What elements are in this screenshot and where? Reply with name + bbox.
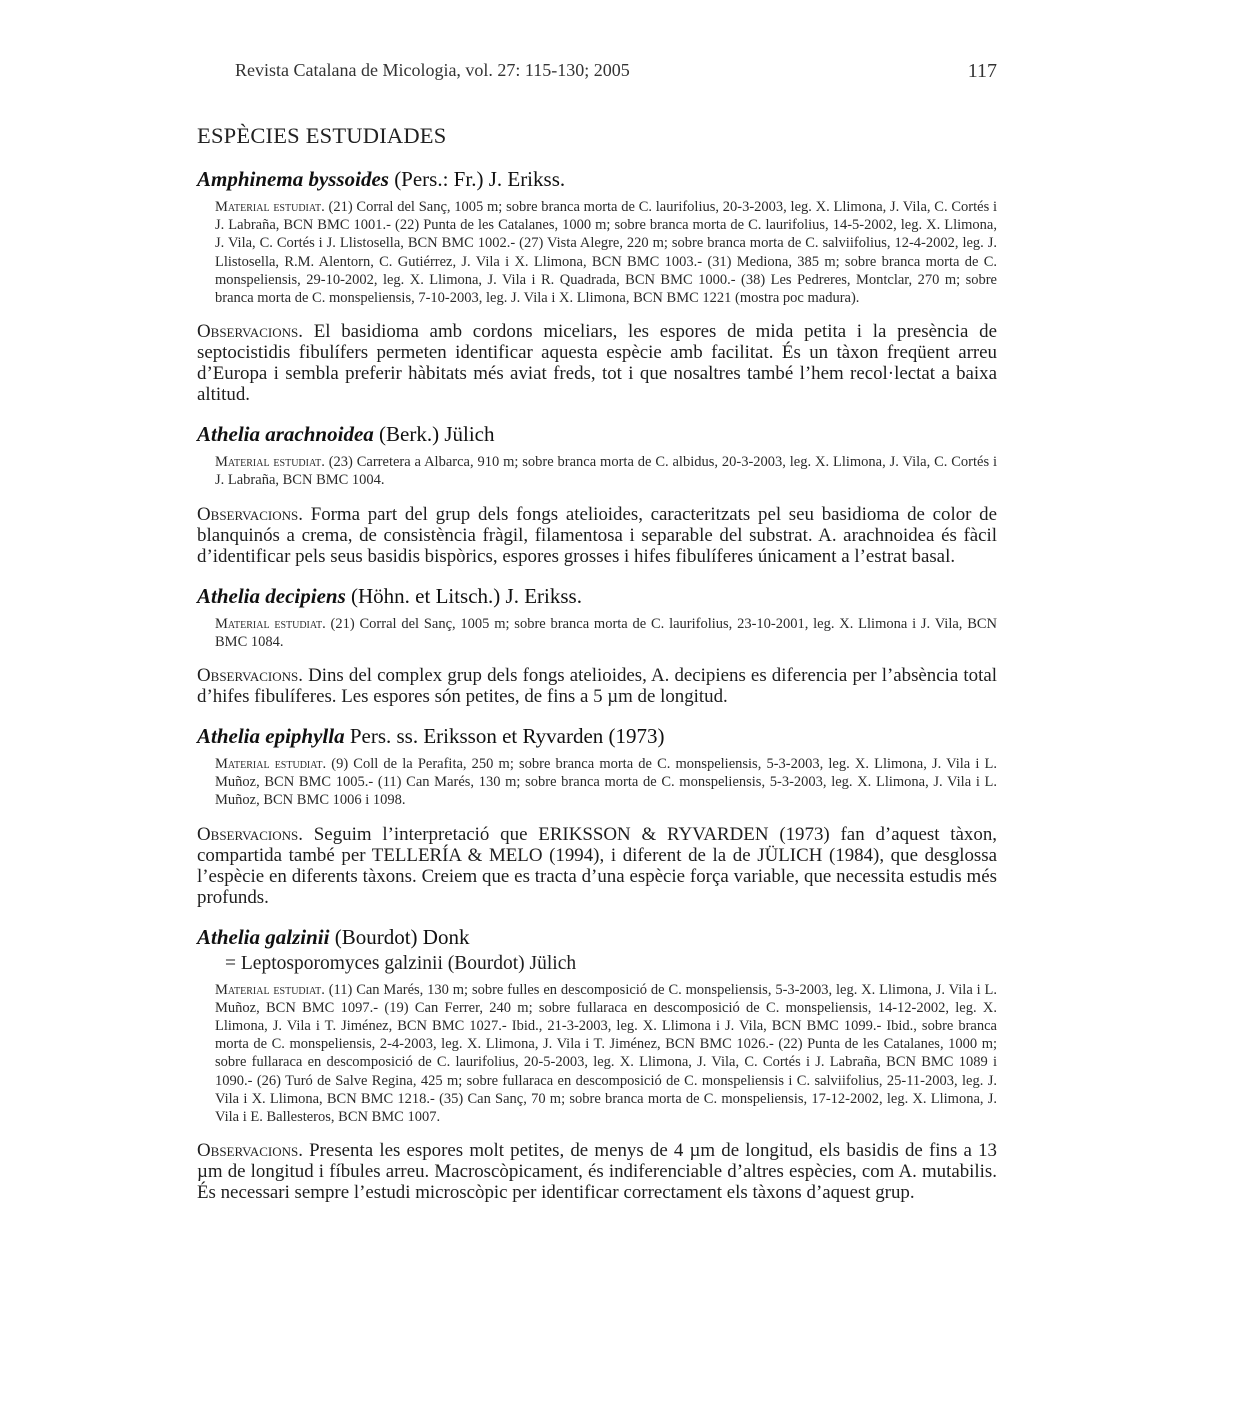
taxon-heading: [197, 723, 997, 749]
taxon-name: Athelia arachnoidea: [197, 422, 374, 447]
observations-text: Presenta les espores molt petites, de menys de 4 µm de longitud, els basidis de fins a 13 µm de longitud i fíbules arreu. Macroscòpicament, és indiferenciable d’altres espècies, com A. mutabilis. És necessari sempre l’estudi microscòpic per identificar correctament els tàxons d’aquest grup.: [197, 1140, 997, 1204]
taxon-author: (Höhn. et Litsch.) J. Erikss.: [345, 583, 582, 608]
taxon-author: (Berk.) Jülich: [373, 422, 495, 447]
observations: [197, 321, 997, 405]
taxon-author: (Pers.: Fr.) J. Erikss.: [388, 167, 566, 191]
species-entry: [197, 166, 997, 405]
taxon-name: Athelia galzinii: [197, 924, 330, 949]
material-label: Material estudiat.: [215, 981, 325, 998]
observations-text: Dins del complex grup dels fongs atelioides, A. decipiens es diferencia per l’absència total d’hifes fibulíferes. Les espores són petites, de fins a 5 µm de longitud.: [197, 665, 997, 708]
material-label: Material estudiat.: [215, 454, 325, 471]
species-entry: [197, 421, 997, 566]
material-text: (11) Can Marés, 130 m; sobre fulles en descomposició de C. monspeliensis, 5-3-2003, leg. X. Llimona, J. Vila i L. Muñoz, BCN BMC 1097.- (19) Can Ferrer, 240 m; sobre fullaraca en descomposició de C. monspeliensis, 14-12-2002, leg. X. Llimona, J. Vila i T. Jiménez, BCN BMC 1027.- Ibid., 21-3-2003, leg. X. Llimona i J. Vila, BCN BMC 1099.- Ibid., sobre branca morta de C. monspeliensis, 2-4-2003, leg. X. Llimona, J. Vila i T. Jiménez, BCN BMC 1026.- (22) Punta de les Catalanes, 1000 m; sobre fullaraca en descomposició de C. laurifolius, 20-5-2003, leg. X. Llimona, J. Vila, C. Cortés i J. Labraña, BCN BMC 1089 i 1090.- (26) Turó de Salve Regina, 425 m; sobre fullaraca en descomposició de C. monspeliensis i C. salviifolius, 25-11-2003, leg. J. Vila i X. Llimona, BCN BMC 1218.- (35) Can Sanç, 70 m; sobre branca morta de C. monspeliensis, 17-12-2002, leg. X. Llimona, J. Vila i E. Ballesteros, BCN BMC 1007.: [215, 981, 998, 1126]
material-studied: [215, 198, 997, 307]
section-title: ESPÈCIES ESTUDIADES: [197, 123, 447, 148]
taxon-name: Athelia decipiens: [197, 583, 346, 608]
observations-label: Observacions.: [197, 823, 303, 845]
material-studied: [215, 453, 997, 489]
material-text: (23) Carretera a Albarca, 910 m; sobre branca morta de C. albidus, 20-3-2003, leg. X. Llimona, J. Vila, C. Cortés i J. Labraña, BCN BMC 1004.: [215, 454, 998, 489]
material-label: Material estudiat.: [215, 199, 325, 215]
material-studied: [215, 981, 997, 1127]
material-label: Material estudiat.: [215, 756, 327, 773]
material-studied: [215, 755, 997, 810]
taxon-author: (Bourdot) Donk: [329, 924, 470, 949]
taxon-heading: [197, 421, 997, 447]
material-text: (9) Coll de la Perafita, 250 m; sobre branca morta de C. monspeliensis, 5-3-2003, leg. X. Llimona, J. Vila i L. Muñoz, BCN BMC 1005.- (11) Can Marés, 130 m; sobre branca morta de C. monspeliensis, 5-3-2003, leg. X. Llimona, J. Vila i L. Muñoz, BCN BMC 1006 i 1098.: [215, 756, 997, 809]
observations: [197, 504, 997, 567]
observations-label: Observacions.: [197, 665, 303, 687]
species-entry: [197, 723, 997, 908]
journal-citation: Revista Catalana de Micologia, vol. 27: 115-130; 2005: [235, 60, 630, 80]
observations: [197, 824, 997, 908]
observations-text: Forma part del grup dels fongs atelioides, caracteritzats pel seu basidioma de color de blanquinós a crema, de consistència fràgil, filamentosa i separable del substrat. A. arachnoidea és fàcil d’identificar pels seus basidis bispòrics, espores grosses i hifes fibulíferes únicament a l’estrat basal.: [197, 503, 997, 567]
page-header: [235, 60, 997, 86]
observations-text: Seguim l’interpretació que ERIKSSON & RYVARDEN (1973) fan d’aquest tàxon, compartida també per TELLERÍA & MELO (1994), i diferent de la de JÜLICH (1984), que desglossa l’espècie en diferents tàxons. Creiem que es tracta d’una espècie força variable, que necessita estudis més profunds.: [197, 823, 997, 908]
article-body: [197, 122, 997, 1219]
material-label: Material estudiat.: [215, 615, 326, 632]
page-number: 117: [967, 60, 997, 82]
taxon-heading: [197, 924, 997, 950]
material-text: (21) Corral del Sanç, 1005 m; sobre branca morta de C. laurifolius, 20-3-2003, leg. X. Llimona, J. Vila, C. Cortés i J. Labraña, BCN BMC 1001.- (22) Punta de les Catalanes, 1000 m; sobre branca morta de C. laurifolius, 14-5-2002, leg. X. Llimona, J. Vila, C. Cortés i J. Llistosella, BCN BMC 1002.- (27) Vista Alegre, 220 m; sobre branca morta de C. salviifolius, 12-4-2002, leg. J. Llistosella, R.M. Alentorn, C. Gutiérrez, J. Vila i X. Llimona, BCN BMC 1003.- (31) Mediona, 385 m; sobre branca morta de C. monspeliensis, 29-10-2002, leg. X. Llimona, J. Vila i R. Quadrada, BCN BMC 1000.- (38) Les Pedreres, Montclar, 270 m; sobre branca morta de C. monspeliensis, 7-10-2003, leg. J. Vila i X. Llimona, BCN BMC 1221 (mostra poc madura).: [215, 199, 998, 307]
taxon-heading: [197, 166, 997, 192]
taxon-author: Pers. ss. Eriksson et Ryvarden (1973): [344, 724, 665, 749]
material-studied: [215, 615, 997, 651]
taxon-heading: [197, 583, 997, 609]
species-entry: [197, 583, 997, 707]
observations-label: Observacions.: [197, 1140, 303, 1162]
taxon-name: Amphinema byssoides: [197, 167, 389, 191]
observations: [197, 665, 997, 707]
observations-text: El basidioma amb cordons miceliars, les espores de mida petita i la presència de septocistidis fibulífers permeten identificar aquesta espècie amb facilitat. És un tàxon freqüent arreu d’Europa i sembla preferir hàbitats més aviat freds, tot i que nosaltres també l’hem recol·lectat a baixa altitud.: [197, 321, 997, 406]
material-text: (21) Corral del Sanç, 1005 m; sobre branca morta de C. laurifolius, 23-10-2001, leg. X. Llimona i J. Vila, BCN BMC 1084.: [215, 615, 998, 650]
observations-label: Observacions.: [197, 321, 303, 343]
taxon-synonym: = Leptosporomyces galzinii (Bourdot) Jülich: [225, 952, 577, 974]
taxon-name: Athelia epiphylla: [197, 724, 345, 749]
observations: [197, 1140, 997, 1203]
observations-label: Observacions.: [197, 503, 303, 525]
species-entry: [197, 924, 997, 1204]
